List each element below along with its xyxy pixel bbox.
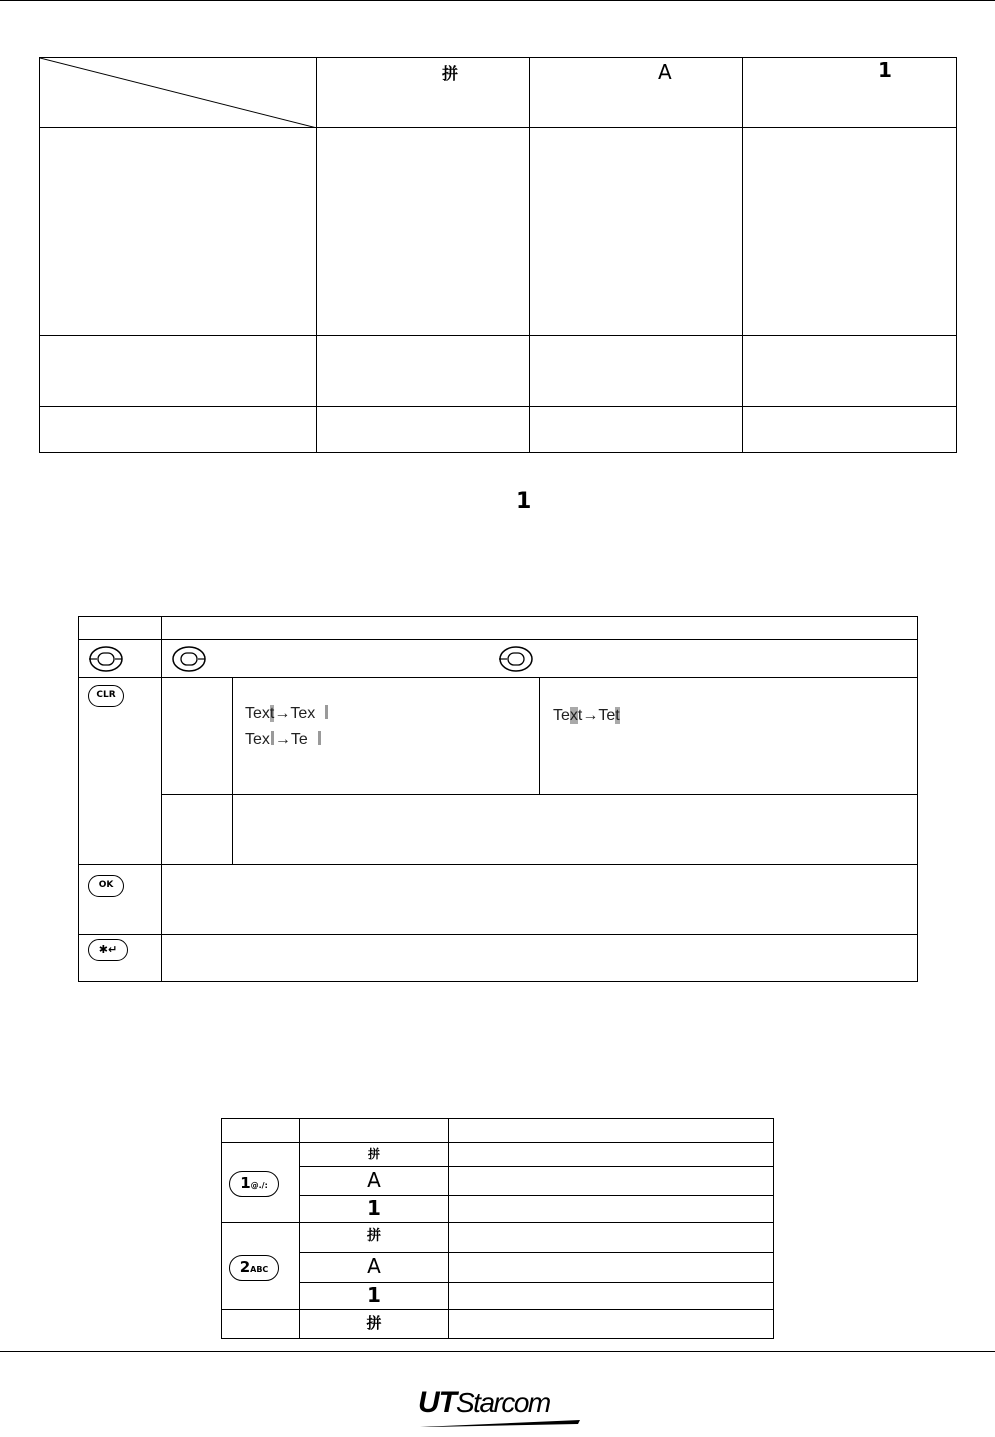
pinyin-mode-icon: 拼 bbox=[367, 1147, 380, 1161]
pinyin-mode-icon: 拼 bbox=[442, 64, 459, 83]
mode-cell bbox=[300, 1223, 449, 1253]
table-cell bbox=[449, 1310, 774, 1339]
table-cell bbox=[449, 1196, 774, 1223]
table-cell bbox=[317, 336, 530, 407]
pinyin-mode-icon: 拼 bbox=[367, 1228, 381, 1244]
mode-cell bbox=[300, 1253, 449, 1283]
table-cell bbox=[449, 1223, 774, 1253]
key-2-sub: ABC bbox=[250, 1265, 269, 1274]
clr-key-icon: CLR bbox=[88, 685, 124, 707]
table-cell bbox=[162, 935, 918, 982]
table-cell bbox=[222, 1119, 300, 1143]
nav-key-icon bbox=[171, 645, 207, 673]
top-rule bbox=[0, 0, 995, 1]
table-cell bbox=[743, 128, 957, 336]
key-cell bbox=[79, 640, 162, 678]
letter-mode-icon: A bbox=[367, 1168, 381, 1192]
table-cell bbox=[743, 407, 957, 453]
table-cell bbox=[317, 128, 530, 336]
header-number-mode bbox=[743, 58, 957, 128]
mode-cell bbox=[300, 1167, 449, 1196]
table-cell bbox=[233, 795, 918, 865]
table-cell bbox=[530, 407, 743, 453]
table-cell bbox=[79, 617, 162, 640]
table-cell bbox=[530, 128, 743, 336]
nav-key-icon bbox=[88, 645, 124, 673]
key-1-icon bbox=[229, 1171, 279, 1197]
table-cell bbox=[162, 640, 918, 678]
clr-example-cell-b bbox=[540, 678, 918, 795]
star-key-icon: ✱↵ bbox=[88, 939, 128, 961]
table-cell bbox=[449, 1253, 774, 1283]
key-2-label: 2 bbox=[239, 1258, 251, 1276]
logo-wordmark-starcom: Starcom bbox=[456, 1387, 550, 1418]
key-1-sub: @./: bbox=[250, 1181, 268, 1190]
key-cell bbox=[222, 1223, 300, 1310]
number-mode-icon: 1 bbox=[878, 58, 892, 82]
mode-cell bbox=[300, 1283, 449, 1310]
table-cell bbox=[162, 617, 918, 640]
table-cell bbox=[40, 336, 317, 407]
table-cell bbox=[530, 336, 743, 407]
logo-wordmark bbox=[418, 1386, 588, 1420]
table-cell bbox=[40, 128, 317, 336]
number-mode-icon: 1 bbox=[367, 1283, 381, 1307]
key-2-icon bbox=[229, 1255, 279, 1281]
utstarcom-logo bbox=[418, 1386, 588, 1430]
mode-cell bbox=[300, 1196, 449, 1223]
table-cell bbox=[449, 1167, 774, 1196]
header-letter-mode bbox=[530, 58, 743, 128]
footer-rule bbox=[0, 1351, 995, 1352]
table-cell bbox=[449, 1283, 774, 1310]
table-cell bbox=[162, 795, 233, 865]
clr-example-cell-a bbox=[233, 678, 540, 795]
table-cell bbox=[222, 1310, 300, 1339]
table-cell bbox=[449, 1143, 774, 1167]
table-cell bbox=[40, 407, 317, 453]
key-1-label: 1 bbox=[240, 1174, 251, 1192]
edit-key-table bbox=[78, 616, 918, 982]
table-cell bbox=[162, 865, 918, 935]
logo-wordmark-ut: UT bbox=[418, 1386, 456, 1419]
nav-key-icon bbox=[498, 645, 534, 673]
clr-example-line: Tex →Te bbox=[245, 731, 322, 749]
key-cell bbox=[222, 1143, 300, 1223]
ok-key-icon: OK bbox=[88, 875, 124, 897]
clr-example-line: Text→Tex bbox=[245, 705, 329, 723]
number-mode-icon: 1 bbox=[516, 489, 532, 514]
pinyin-mode-icon: 拼 bbox=[366, 1314, 382, 1332]
clr-example-line: Text→Tet bbox=[553, 707, 620, 724]
table-cell bbox=[743, 336, 957, 407]
table-cell bbox=[300, 1119, 449, 1143]
key-cell bbox=[79, 865, 162, 935]
letter-mode-icon: A bbox=[658, 60, 672, 84]
table-cell bbox=[162, 678, 233, 795]
header-pinyin-mode bbox=[317, 58, 530, 128]
table-cell bbox=[449, 1119, 774, 1143]
logo-swoosh bbox=[420, 1418, 580, 1428]
key-cell bbox=[79, 935, 162, 982]
mode-cell bbox=[300, 1143, 449, 1167]
input-mode-table bbox=[39, 57, 957, 453]
table-cell bbox=[317, 407, 530, 453]
diagonal-line bbox=[40, 58, 317, 128]
diagonal-header-cell bbox=[40, 58, 317, 128]
mode-cell bbox=[300, 1310, 449, 1339]
letter-mode-icon: A bbox=[367, 1254, 381, 1278]
number-mode-icon: 1 bbox=[367, 1196, 381, 1220]
key-cell bbox=[79, 678, 162, 865]
key-mode-table bbox=[221, 1118, 774, 1339]
